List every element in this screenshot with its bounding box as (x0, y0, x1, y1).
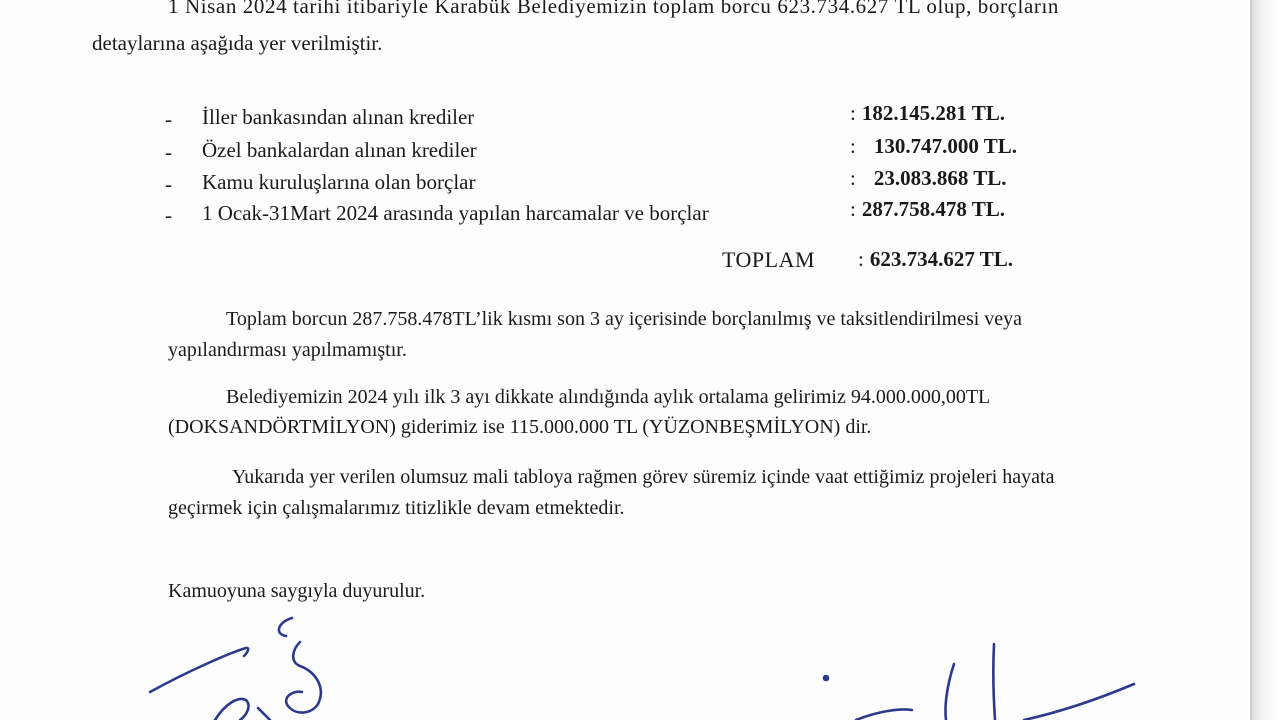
signature-left-stroke-3 (215, 699, 248, 720)
paragraph-2-line-2: (DOKSANDÖRTMİLYON) giderimiz ise 115.000.000 TL (YÜZONBEŞMİLYON) dir. (168, 416, 872, 438)
list-dash: - (165, 203, 172, 227)
debt-label: 1 Ocak-31Mart 2024 arasında yapılan harcamalar ve borçlar (202, 201, 709, 225)
debt-colon: : (850, 101, 856, 125)
debt-colon: : (850, 134, 856, 158)
signature-left-stroke-2 (150, 648, 248, 692)
signature-left-stroke-4 (286, 642, 321, 713)
total-colon: : (858, 247, 864, 271)
signatures (0, 600, 1252, 720)
debt-label: Kamu kuruluşlarına olan borçlar (202, 170, 476, 194)
closing-line: Kamuoyuna saygıyla duyurulur. (168, 580, 426, 602)
signature-right-stroke-2 (945, 664, 954, 720)
intro-line-2: detaylarına aşağıda yer verilmiştir. (92, 31, 383, 55)
signature-left-stroke-5 (258, 708, 270, 720)
debt-colon: : (850, 197, 856, 221)
list-dash: - (165, 172, 172, 196)
debt-colon: : (850, 166, 856, 190)
debt-amount-value: 23.083.868 TL. (873, 166, 1007, 190)
paragraph-2-line-1: Belediyemizin 2024 yılı ilk 3 ayı dikkate alındığında aylık ortalama gelirimiz 94.000.000,00TL (226, 386, 991, 408)
signature-right-dot (824, 676, 828, 680)
debt-label: İller bankasından alınan krediler (202, 105, 475, 129)
intro-line-1: 1 Nisan 2024 tarihi itibariyle Karabük Belediyemizin toplam borcu 623.734.627 TL olup, borçların (168, 0, 1059, 18)
debt-amount (850, 103, 1005, 124)
total-amount-value: 623.734.627 TL. (869, 247, 1013, 271)
signature-right-stroke-3 (1024, 684, 1134, 720)
signature-right-stroke-4 (856, 709, 912, 720)
debt-amount-value: 130.747.000 TL. (873, 134, 1017, 158)
paragraph-1-line-2: yapılandırması yapılmamıştır. (168, 339, 407, 361)
debt-amount (850, 168, 1006, 189)
debt-amount (850, 199, 1005, 220)
list-dash: - (165, 140, 172, 164)
total-amount (858, 249, 1013, 270)
total-label: TOPLAM (722, 247, 816, 272)
signature-right-stroke-1 (993, 644, 995, 720)
debt-amount-value: 287.758.478 TL. (861, 197, 1005, 221)
page-edge-shadow (1252, 0, 1280, 720)
debt-amount-value: 182.145.281 TL. (861, 101, 1005, 125)
debt-label: Özel bankalardan alınan krediler (202, 138, 477, 162)
list-dash: - (165, 107, 172, 131)
paragraph-1-line-1: Toplam borcun 287.758.478TL’lik kısmı son 3 ay içerisinde borçlanılmış ve taksitlendirilmesi veya (226, 308, 1023, 330)
debt-amount (850, 136, 1017, 157)
signature-left-stroke-1 (279, 618, 292, 636)
paragraph-3-line-1: Yukarıda yer verilen olumsuz mali tabloya rağmen görev süremiz içinde vaat ettiğimiz projeleri hayata (232, 466, 1055, 488)
paragraph-3-line-2: geçirmek için çalışmalarımız titizlikle devam etmektedir. (168, 497, 625, 519)
